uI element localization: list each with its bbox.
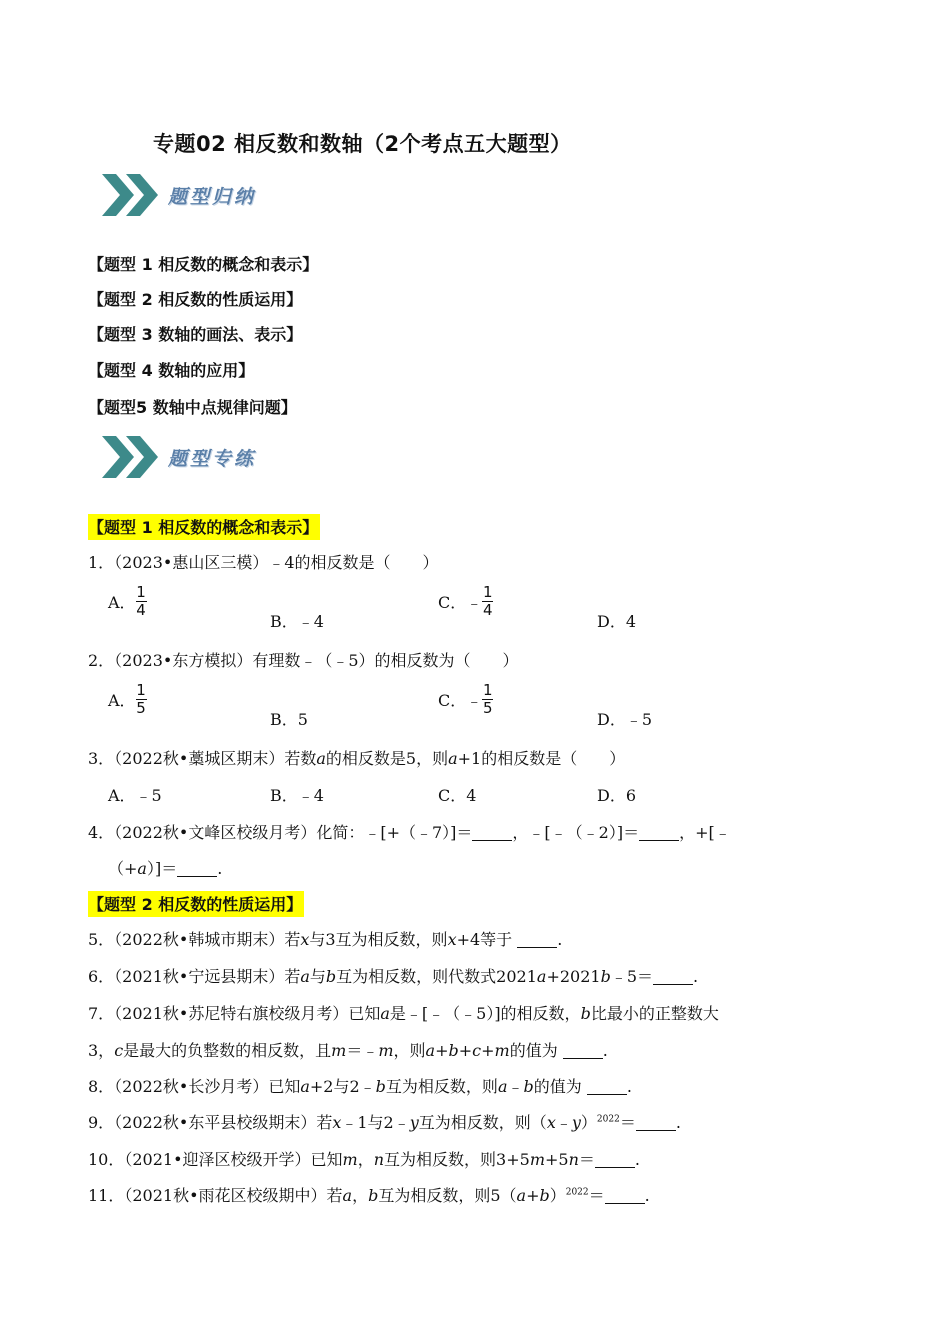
section-heading-1: 【题型 1 相反数的概念和表示】	[88, 514, 320, 540]
banner-summary-text: 题型归纳	[168, 185, 257, 208]
answer-blank[interactable]	[587, 1078, 627, 1095]
question-1-option-b[interactable]: B．﹣4	[270, 612, 324, 631]
question-2-option-c[interactable]: C．﹣ $\frac{1}{5}$	[438, 681, 493, 717]
question-3-option-a[interactable]: A．﹣5	[108, 786, 162, 805]
question-4-line-1: 4．（2022秋•文峰区校级月考）化简：﹣[+（﹣7）]＝ ，﹣[﹣（﹣2）]＝ ，+[﹣	[88, 823, 731, 842]
double-chevron-icon	[100, 434, 164, 480]
question-9: 9．（2022秋•东平县校级期末）若x﹣1与2﹣y互为相反数，则（x﹣y）$^{2022}$＝ .	[88, 1113, 681, 1132]
question-1-stem: 1．（2023•惠山区三模）﹣4的相反数是（ ）	[88, 553, 439, 572]
toc-item-4: 【题型 4 数轴的应用】	[88, 361, 255, 380]
answer-blank[interactable]	[472, 824, 512, 841]
question-6: 6．（2021秋•宁远县期末）若a与b互为相反数，则代数式2021a+2021b﹣5＝ .	[88, 967, 699, 986]
question-7-line-1: 7．（2021秋•苏尼特右旗校级月考）已知a是﹣[﹣（﹣5）]的相反数，b比最小的正整数大	[88, 1004, 719, 1023]
question-2-option-a[interactable]: A． $\frac{1}{5}$	[108, 681, 146, 717]
question-1-option-d[interactable]: D．4	[597, 612, 637, 631]
question-5: 5．（2022秋•韩城市期末）若x与3互为相反数，则x+4等于 .	[88, 930, 563, 949]
toc-item-3: 【题型 3 数轴的画法、表示】	[88, 325, 303, 344]
question-2-option-b[interactable]: B．5	[270, 710, 308, 729]
banner-practice	[100, 432, 256, 482]
question-3-option-d[interactable]: D．6	[597, 786, 637, 805]
answer-blank[interactable]	[595, 1151, 635, 1168]
question-2-stem: 2．（2023•东方模拟）有理数﹣（﹣5）的相反数为（ ）	[88, 651, 519, 670]
section-heading-2: 【题型 2 相反数的性质运用】	[88, 891, 304, 917]
answer-blank[interactable]	[639, 824, 679, 841]
question-11: 11．（2021秋•雨花区校级期中）若a，b互为相反数，则$5(a+b)^{2022}=$ .	[88, 1186, 650, 1205]
question-3-option-c[interactable]: C．4	[438, 786, 477, 805]
toc-item-1: 【题型 1 相反数的概念和表示】	[88, 255, 319, 274]
double-chevron-icon	[100, 172, 164, 218]
question-7-line-2: 3，c是最大的负整数的相反数，且m＝﹣m，则a+b+c+m的值为 .	[88, 1041, 608, 1060]
banner-summary	[100, 170, 256, 220]
answer-blank[interactable]	[605, 1187, 645, 1204]
answer-blank[interactable]	[517, 931, 557, 948]
toc-item-5: 【题型5 数轴中点规律问题】	[88, 398, 297, 417]
question-4-line-2: （+a）]＝ .	[108, 859, 223, 878]
question-1-option-c[interactable]: C．﹣ $\frac{1}{4}$	[438, 583, 493, 619]
answer-blank[interactable]	[563, 1042, 603, 1059]
question-10: 10．（2021•迎泽区校级开学）已知m，n互为相反数，则3+5m+5n＝ .	[88, 1150, 640, 1169]
question-2-option-d[interactable]: D．﹣5	[597, 710, 653, 729]
question-3-option-b[interactable]: B．﹣4	[270, 786, 324, 805]
question-3-stem: 3．（2022秋•藁城区期末）若数a的相反数是5，则a+1的相反数是（ ）	[88, 749, 626, 768]
banner-practice-text: 题型专练	[168, 447, 257, 470]
answer-blank[interactable]	[653, 968, 693, 985]
question-8: 8．（2022秋•长沙月考）已知a+2与2﹣b互为相反数，则a﹣b的值为 .	[88, 1077, 632, 1096]
answer-blank[interactable]	[636, 1114, 676, 1131]
question-1-option-a[interactable]: A． $\frac{1}{4}$	[108, 583, 146, 619]
answer-blank[interactable]	[177, 860, 217, 877]
toc-item-2: 【题型 2 相反数的性质运用】	[88, 290, 303, 309]
page-title: 专题02 相反数和数轴（2个考点五大题型）	[153, 132, 572, 156]
